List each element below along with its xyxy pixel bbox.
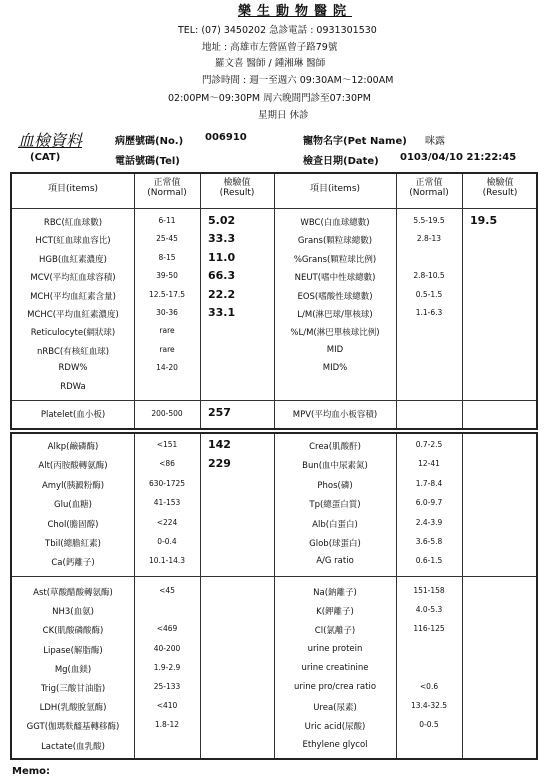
clinic-hours-evening: 02:00PM～09:30PM 周六晚間門診至07:30PM xyxy=(168,93,371,104)
row-normal: rare xyxy=(159,344,175,354)
row-normal: <469 xyxy=(156,624,178,634)
row-normal: 12.5-17.5 xyxy=(148,289,186,299)
row-item: WBC(白血球總數) xyxy=(300,218,370,228)
row-item: Uric acid(尿酸) xyxy=(304,722,366,733)
row-item: Tbil(總膽紅素) xyxy=(45,539,101,549)
clinic-doctors: 羅文喜 醫師 / 鍾湘琳 醫師 xyxy=(215,58,326,69)
row-normal: 1.9-2.9 xyxy=(153,662,181,672)
row-item: NH3(血氨) xyxy=(52,607,94,618)
header-normal-right: 正常值 (Normal) xyxy=(409,178,449,199)
row-item: RDW% xyxy=(58,363,88,374)
species: (CAT) xyxy=(30,152,61,163)
row-normal: <224 xyxy=(156,517,178,527)
row-item: Reticulocyte(網狀球) xyxy=(30,328,116,339)
row-result: 11.0 xyxy=(208,250,236,264)
row-item: Ethylene glycol xyxy=(302,739,368,750)
row-item: Phos(磷) xyxy=(317,480,353,491)
row-item: Ca(鈣離子) xyxy=(51,558,95,569)
row-normal: 0-0.4 xyxy=(157,537,177,546)
clinic-hours-weekday: 門診時間 : 週一至週六 09:30AM～12:00AM xyxy=(202,75,394,86)
row-normal: 25-45 xyxy=(156,234,178,244)
row-result: 5.02 xyxy=(208,214,236,227)
platelet-item: Platelet(血小板) xyxy=(40,410,106,420)
row-result: 19.5 xyxy=(470,214,498,227)
pet-name: 咪露 xyxy=(425,136,445,147)
row-item: EOS(嗜酸性球總數) xyxy=(297,291,373,302)
row-normal: 41-153 xyxy=(153,498,181,508)
row-item: Bun(血中尿素氮) xyxy=(302,461,368,472)
exam-date: 0103/04/10 21:22:45 xyxy=(400,152,517,163)
cbc-table xyxy=(10,172,538,430)
row-item: HGB(血紅素濃度) xyxy=(39,254,107,265)
row-item: nRBC(有核紅血球) xyxy=(36,346,110,357)
row-item: GGT(伽瑪麩醯基轉移酶) xyxy=(26,722,120,733)
row-normal: 6-11 xyxy=(158,216,176,225)
row-item: Glob(球蛋白) xyxy=(309,539,361,549)
date-label: 檢查日期(Date) xyxy=(303,156,379,167)
row-normal: 1.8-12 xyxy=(154,720,180,730)
row-normal: 2.8-10.5 xyxy=(413,271,445,281)
row-normal: 0.7-2.5 xyxy=(415,440,443,449)
row-item: A/G ratio xyxy=(316,556,354,567)
row-item: Alkp(鹼磷酶) xyxy=(47,442,99,452)
row-normal: rare xyxy=(159,326,175,336)
row-item: Cl(氯離子) xyxy=(314,626,356,637)
row-normal: 0-0.5 xyxy=(419,720,439,730)
row-result: 33.3 xyxy=(208,232,236,246)
row-item: K(鉀離子) xyxy=(316,607,354,618)
row-item: Trig(三酸甘油脂) xyxy=(40,684,106,694)
row-normal: <410 xyxy=(156,701,178,711)
row-item: Alb(白蛋白) xyxy=(312,519,358,530)
row-normal: <151 xyxy=(156,440,178,449)
row-item: RDWa xyxy=(60,381,86,392)
row-item: HCT(紅血球血容比) xyxy=(35,236,111,247)
row-normal: <86 xyxy=(159,459,175,469)
platelet-result: 257 xyxy=(208,406,231,419)
row-item: Alt(丙胺酸轉氨酶) xyxy=(38,461,108,472)
row-normal: 0.6-1.5 xyxy=(415,556,443,566)
row-normal: 116-125 xyxy=(413,624,445,634)
header-item-left: 項目(items) xyxy=(47,184,99,194)
row-normal: 8-15 xyxy=(158,252,176,262)
tel-label: 電話號碼(Tel) xyxy=(115,156,180,167)
row-normal: <45 xyxy=(159,586,175,595)
row-normal: 630-1725 xyxy=(148,478,186,488)
row-normal: 12-41 xyxy=(418,459,440,469)
header-result-right: 檢驗值 (Result) xyxy=(482,178,518,199)
section-title: 血檢資料 xyxy=(18,131,83,150)
header-result-left: 檢驗值 (Result) xyxy=(219,178,255,199)
row-normal: <0.6 xyxy=(419,682,439,691)
row-normal: 39-50 xyxy=(156,271,178,281)
row-item: urine protein xyxy=(307,643,363,654)
row-item: Chol(膽固醇) xyxy=(47,519,99,530)
row-item: MID xyxy=(326,344,344,355)
clinic-address: 地址 : 高雄市左營區曾子路79號 xyxy=(202,42,338,53)
row-normal: 10.1-14.3 xyxy=(148,556,186,566)
clinic-name: 樂生動物醫院 xyxy=(237,4,352,19)
row-normal: 5.5-19.5 xyxy=(413,216,445,225)
row-item: Amyl(胰澱粉酶) xyxy=(41,480,105,491)
row-item: Lactate(血乳酸) xyxy=(41,741,105,752)
header-normal-left: 正常值 (Normal) xyxy=(147,178,187,199)
row-result: 142 xyxy=(208,438,231,451)
clinic-hours-sunday: 星期日 休診 xyxy=(258,110,309,121)
row-item: L/M(淋巴球/單核球) xyxy=(297,310,373,320)
row-item: MCV(平均紅血球容積) xyxy=(30,273,116,284)
mpv-item: MPV(平均血小板容積) xyxy=(292,410,378,420)
row-item: Tp(總蛋白質) xyxy=(309,500,361,511)
row-normal: 151-158 xyxy=(413,586,445,595)
row-item: LDH(乳酸脫氫酶) xyxy=(39,703,107,714)
row-normal: 40-200 xyxy=(153,643,181,653)
row-item: Crea(肌酸酐) xyxy=(309,442,361,452)
row-result: 22.2 xyxy=(208,287,236,301)
row-item: %L/M(淋巴單核球比例) xyxy=(290,328,380,339)
row-result: 33.1 xyxy=(208,306,236,319)
row-item: CK(肌酸磷酸酶) xyxy=(42,626,104,637)
row-normal: 0.5-1.5 xyxy=(415,289,443,299)
row-item: Grans(顆粒球總數) xyxy=(297,236,373,247)
row-item: Glu(血糖) xyxy=(54,500,92,511)
row-normal: 30-36 xyxy=(156,308,178,317)
row-result: 229 xyxy=(208,457,231,471)
pet-name-label: 寵物名字(Pet Name) xyxy=(303,136,407,147)
row-normal: 1.1-6.3 xyxy=(415,308,443,317)
row-item: NEUT(嗜中性球總數) xyxy=(294,273,376,284)
row-item: %Grans(顆粒球比例) xyxy=(293,254,377,265)
row-normal: 25-133 xyxy=(153,682,181,691)
row-item: RBC(紅血球數) xyxy=(43,218,103,228)
row-normal: 13.4-32.5 xyxy=(410,701,448,711)
row-item: Ast(草酸醋酸轉氨酶) xyxy=(33,588,113,598)
row-item: urine creatinine xyxy=(301,662,369,673)
record-number: 006910 xyxy=(205,132,247,143)
row-normal: 4.0-5.3 xyxy=(415,605,443,615)
row-normal: 1.7-8.4 xyxy=(415,478,443,488)
row-item: MCHC(平均血紅素濃度) xyxy=(27,310,119,320)
row-normal: 2.8-13 xyxy=(416,234,442,244)
row-item: MID% xyxy=(322,363,348,374)
row-item: Na(鈉離子) xyxy=(313,588,357,598)
row-item: Urea(尿素) xyxy=(313,703,357,714)
row-normal: 6.0-9.7 xyxy=(415,498,443,508)
row-normal: 2.4-3.9 xyxy=(415,517,443,527)
record-label: 病歷號碼(No.) xyxy=(115,136,184,147)
row-result: 66.3 xyxy=(208,269,236,283)
chemistry-table xyxy=(10,432,538,760)
platelet-normal: 200-500 xyxy=(151,409,183,418)
header-item-right: 項目(items) xyxy=(309,184,361,194)
row-item: Lipase(解脂酶) xyxy=(43,645,103,656)
clinic-tel: TEL: (07) 3450202 急診電話 : 0931301530 xyxy=(178,25,377,36)
row-normal: 3.6-5.8 xyxy=(415,537,443,546)
row-item: Mg(血鎂) xyxy=(54,664,92,675)
row-item: MCH(平均血紅素含量) xyxy=(30,291,116,302)
row-item: urine pro/crea ratio xyxy=(293,682,377,692)
memo-label: Memo: xyxy=(12,766,51,777)
row-normal: 14-20 xyxy=(156,363,178,373)
